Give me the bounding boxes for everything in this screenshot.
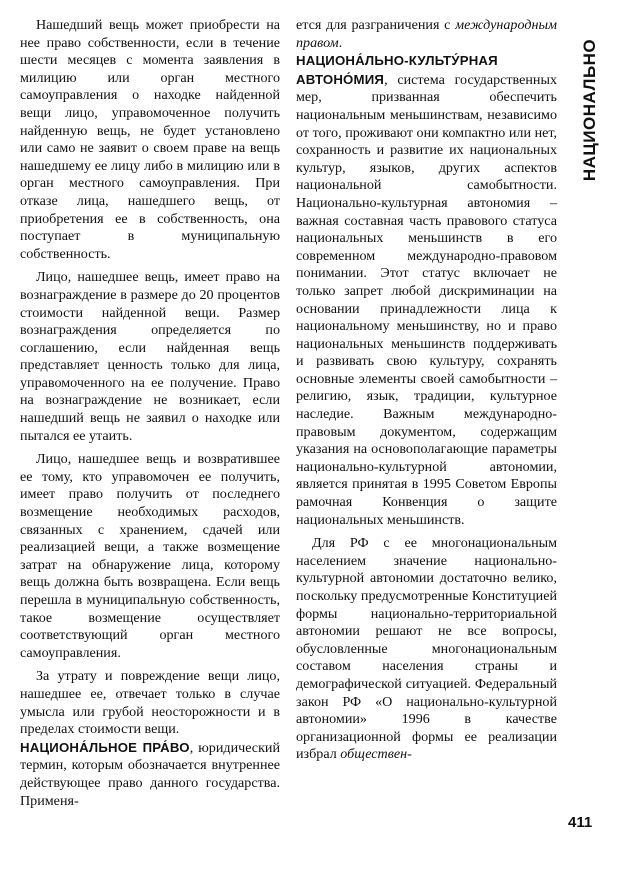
entry-term: НАЦИОНА́ЛЬНО-КУЛЬТУ́РНАЯ АВТОНО́МИЯ [296, 53, 498, 87]
paragraph-text: Для РФ с ее многонациональным населением значение национально-культурной автономии достаточно велико, поскольку предусмотренные Конституцией формы национально-территориальной автономии решают не все вопросы, обусловленные многонациональным составом населения страны и демографической ситуацией. Федеральный закон РФ «О национально-культурной автономии» 1996 в качестве организационной формы ее реализации избрал [296, 535, 557, 763]
running-head [570, 22, 610, 197]
paragraph-italic: обществен- [340, 746, 412, 763]
entry-national-cultural-autonomy [296, 52, 557, 529]
running-head-text: НАЦИОНАЛЬНО [580, 38, 600, 181]
entry-national-law-continuation [296, 17, 557, 52]
paragraph-find-reward: Лицо, нашедшее вещь, имеет право на вознаграждение в размере до 20 процентов стоимости найденной вещи. Размер вознаграждения определяется по соглашению, если найденная вещь представляет ценность только для лица, управомоченного на ее получение. Право на вознаграждение не возникает, если нашедший вещь не заявил о находке или пытался ее утаить. [20, 269, 280, 444]
entry-definition: , система государственных мер, призванная обеспечить национальным меньшинствам, независимо от того, проживают они компактно или нет, сохранность и развитие их национальных культур, языков, других аспектов национальной самобытности. Национально-культурная автономия – важная составная часть правового статуса национальных меньшинств в его современном международно-правовом понимании. Этот статус включает не только запрет любой дискриминации на основании принадлежности лица к национальному меньшинству, но и право национальных меньшинств поддерживать и развивать свою культуру, сохранять основные элементы своей самобытности – религию, язык, традиции, культурное наследие. Важным международно-правовым документом, содержащим указания на основополагающие параметры национально-культурной автономии, является принятая в 1995 Советом Европы рамочная Конвенция о защите национальных меньшинств. [296, 71, 557, 528]
page-number: 411 [568, 814, 593, 831]
paragraph-find-ownership: Нашедший вещь может приобрести на нее право собственности, если в течение шести месяцев с момента заявления в милицию или орган местного самоуправления о находке найденной вещи лицо, управомоченное получить найденную вещь, не будет установлено или само не заявит о своем праве на вещь нашедшему ее лицу либо в милицию или в орган местного самоуправления. При отказе лица, нашедшего вещь, от приобретения ее в собственность, она поступает в муниципальную собственность. [20, 17, 280, 262]
right-column [296, 17, 557, 770]
continuation-text: ется для разграничения с [296, 17, 456, 33]
continuation-italic: международным правом [296, 17, 557, 51]
paragraph-find-liability: За утрату и повреждение вещи лицо, нашедшее ее, отвечает только в случае умысла или грубой неосторожности и в пределах стоимости вещи. [20, 668, 280, 738]
paragraph-russia-autonomy [296, 535, 557, 764]
entry-term: НАЦИОНА́ЛЬНОЕ ПРА́ВО [20, 739, 190, 755]
entry-definition: , юридический термин, которым обозначается внутреннее действующее право данного государства. Применя- [20, 739, 280, 809]
continuation-end: . [338, 34, 343, 51]
paragraph-find-expenses: Лицо, нашедшее вещь и возвратившее ее тому, кто управомочен ее получить, имеет право получить от последнего возмещение необходимых расходов, связанных с хранением, сдачей или реализацией вещи, а также возмещение затрат на обнаружение лица, которому вещь должна быть возвращена. Если вещь перешла в муниципальную собственность, такое возмещение осуществляет соответствующий орган местного самоуправления. [20, 451, 280, 661]
left-column [20, 17, 280, 816]
entry-national-law [20, 739, 280, 810]
